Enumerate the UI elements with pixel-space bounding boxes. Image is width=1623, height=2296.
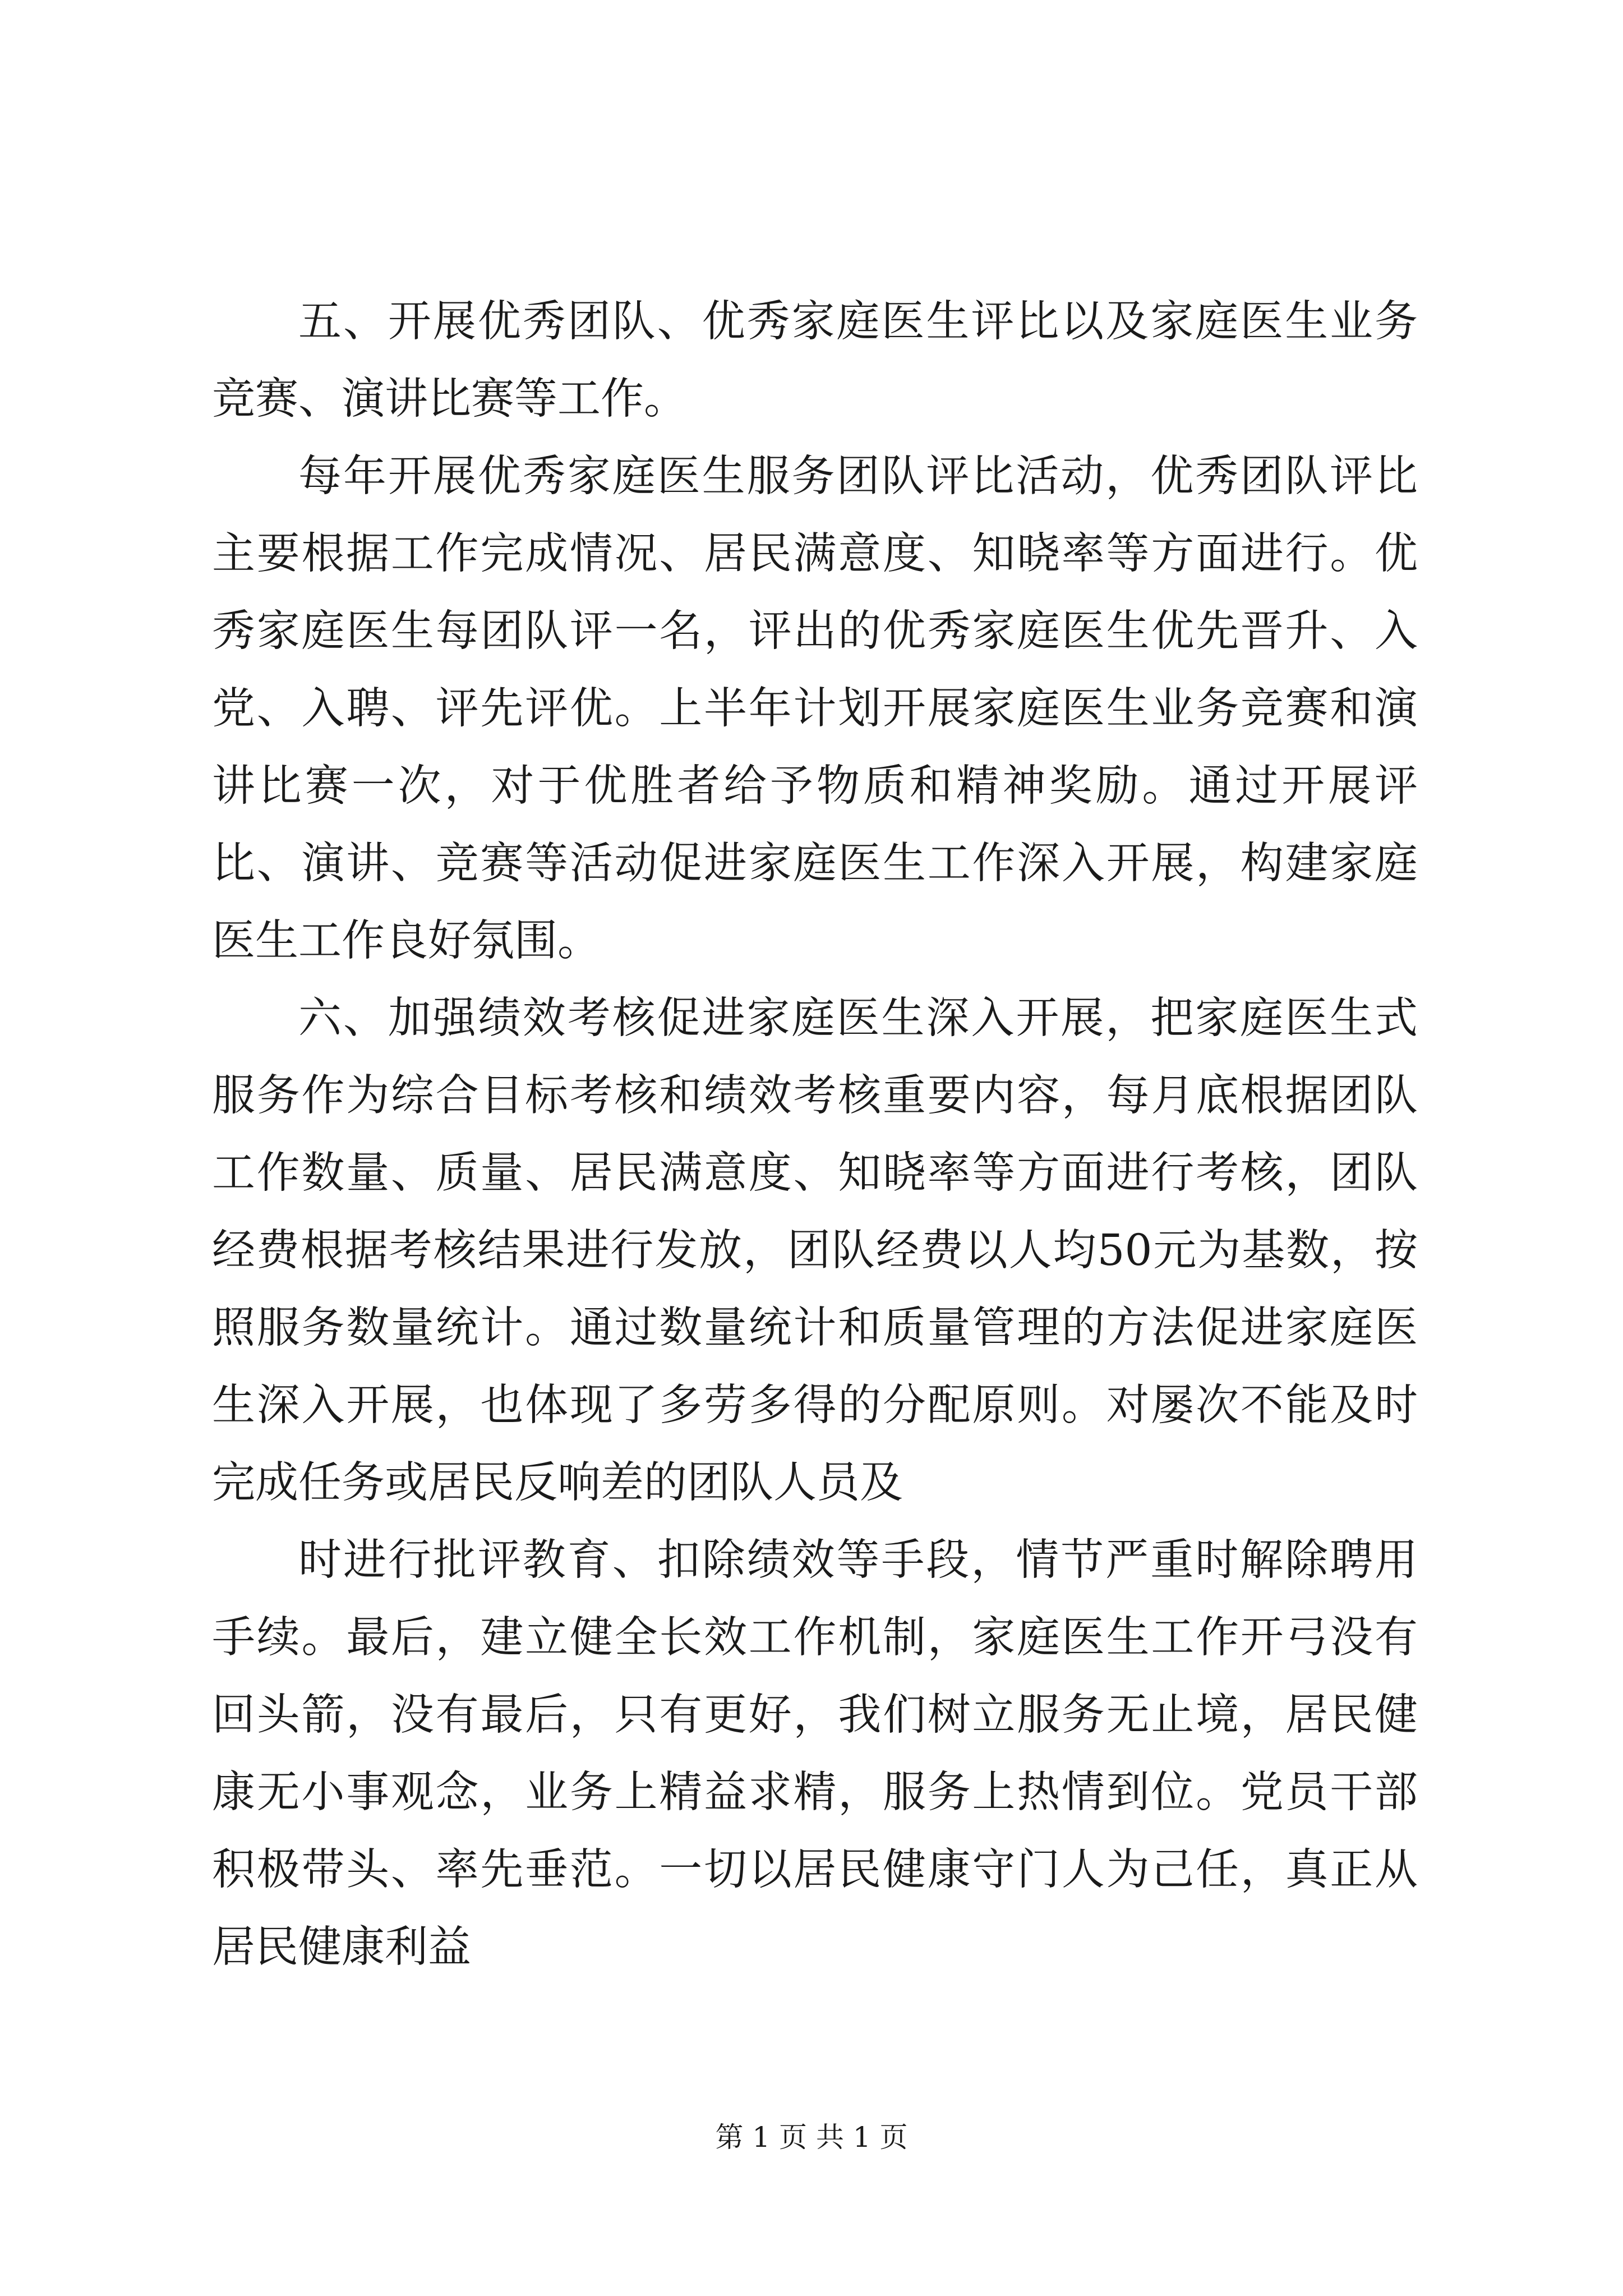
body-text: [212, 283, 1418, 1986]
paragraph-team-evaluation: 每年开展优秀家庭医生服务团队评比活动，优秀团队评比主要根据工作完成情况、居民满意度、知晓率等方面进行。优秀家庭医生每团队评一名，评出的优秀家庭医生优先晋升、入党、入聘、评先评优。上半年计划开展家庭医生业务竞赛和演讲比赛一次，对于优胜者给予物质和精神奖励。通过开展评比、演讲、竞赛等活动促进家庭医生工作深入开展，构建家庭医生工作良好氛围。: [212, 452, 1418, 966]
paragraph-section-5-heading: 五、开展优秀团队、优秀家庭医生评比以及家庭医生业务竞赛、演讲比赛等工作。: [212, 297, 1418, 424]
paragraph-long-term-mechanism: 时进行批评教育、扣除绩效等手段，情节严重时解除聘用手续。最后，建立健全长效工作机制，家庭医生工作开弓没有回头箭，没有最后，只有更好，我们树立服务无止境，居民健康无小事观念，业务上精益求精，服务上热情到位。党员干部积极带头、率先垂范。一切以居民健康守门人为己任，真正从居民健康利益: [212, 1535, 1418, 1972]
paragraph-section-6-performance: 六、加强绩效考核促进家庭医生深入开展，把家庭医生式服务作为综合目标考核和绩效考核重要内容，每月底根据团队工作数量、质量、居民满意度、知晓率等方面进行考核，团队经费根据考核结果进行发放，团队经费以人均50元为基数，按照服务数量统计。通过数量统计和质量管理的方法促进家庭医生深入开展，也体现了多劳多得的分配原则。对屡次不能及时完成任务或居民反响差的团队人员及: [212, 993, 1418, 1508]
page-footer: 第 1 页 共 1 页: [715, 2121, 908, 2154]
